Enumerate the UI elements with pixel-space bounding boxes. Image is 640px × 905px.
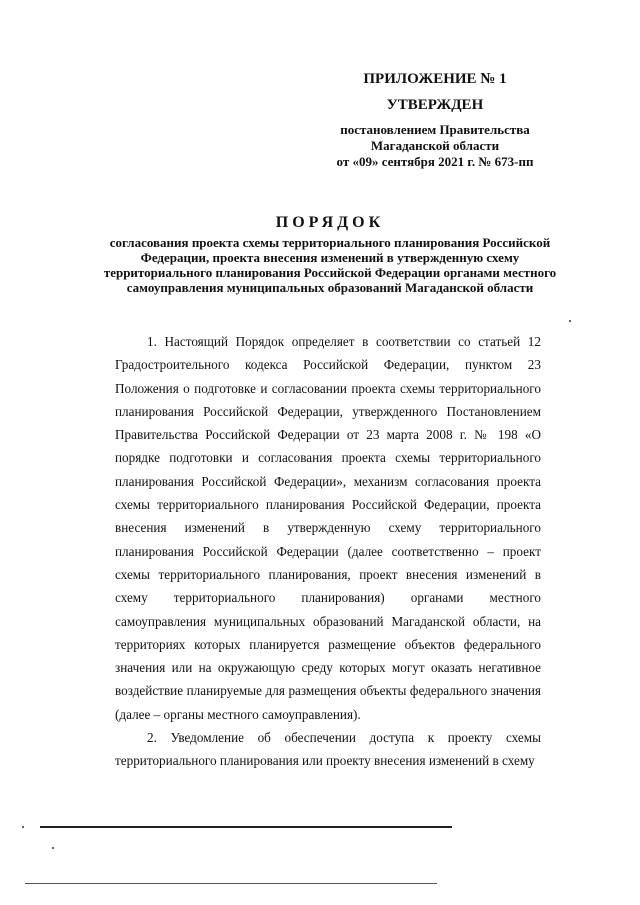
- document-body: [115, 330, 541, 773]
- annex-number: ПРИЛОЖЕНИЕ № 1: [363, 71, 507, 87]
- scan-dot: [22, 826, 24, 828]
- paragraph-2: 2. Уведомление об обеспечении доступа к проекту схемы территориального планирования или проекту внесения изменений в схему: [115, 730, 541, 769]
- approval-date-number: от «09» сентября 2021 г. № 673-пп: [336, 154, 534, 169]
- approved-label: УТВЕРЖДЕН: [386, 97, 484, 113]
- document-title-block: [95, 213, 565, 295]
- scan-dot: [569, 320, 571, 322]
- paragraph-1: 1. Настоящий Порядок определяет в соответствии со статьей 12 Градостроительного кодекса Российской Федерации, пунктом 23 Положения о подготовке и согласовании проекта схемы территориального планирования Российской Федерации, утвержденного Постановлением Правительства Российской Федерации от 23 марта 2008 г. № 198 «О порядке подготовки и согласования проекта схемы территориального планирования Российской Федерации», механизм согласования проекта схемы территориального планирования Российской Федерации, проекта внесения изменений в утвержденную схему территориального планирования Российской Федерации (далее соответственно – проект схемы территориального планирования, проект внесения изменений в схему территориального планирования) органами местного самоуправления муниципальных образований Магаданской области, на территориях которых планируется размещение объектов федерального значения или на окружающую среду которых могут оказать негативное воздействие планируемые для размещения объекты федерального значения (далее – органы местного самоуправления).: [115, 334, 541, 722]
- document-title: ПОРЯДОК: [275, 214, 385, 231]
- document-subtitle: согласования проекта схемы территориального планирования Российской Федерации, проекта внесения изменений в утвержденную схему территориального планирования Российской Федерации органами местного самоуправления муниципальных образований Магаданской области: [103, 235, 557, 295]
- scan-dot: [52, 847, 54, 849]
- approval-by-line-2: Магаданской области: [370, 138, 500, 153]
- footer-rule: [40, 826, 452, 828]
- approval-stamp: [300, 70, 570, 170]
- page-bottom-edge: [25, 883, 437, 884]
- approval-by-line-1: постановлением Правительства: [340, 122, 530, 137]
